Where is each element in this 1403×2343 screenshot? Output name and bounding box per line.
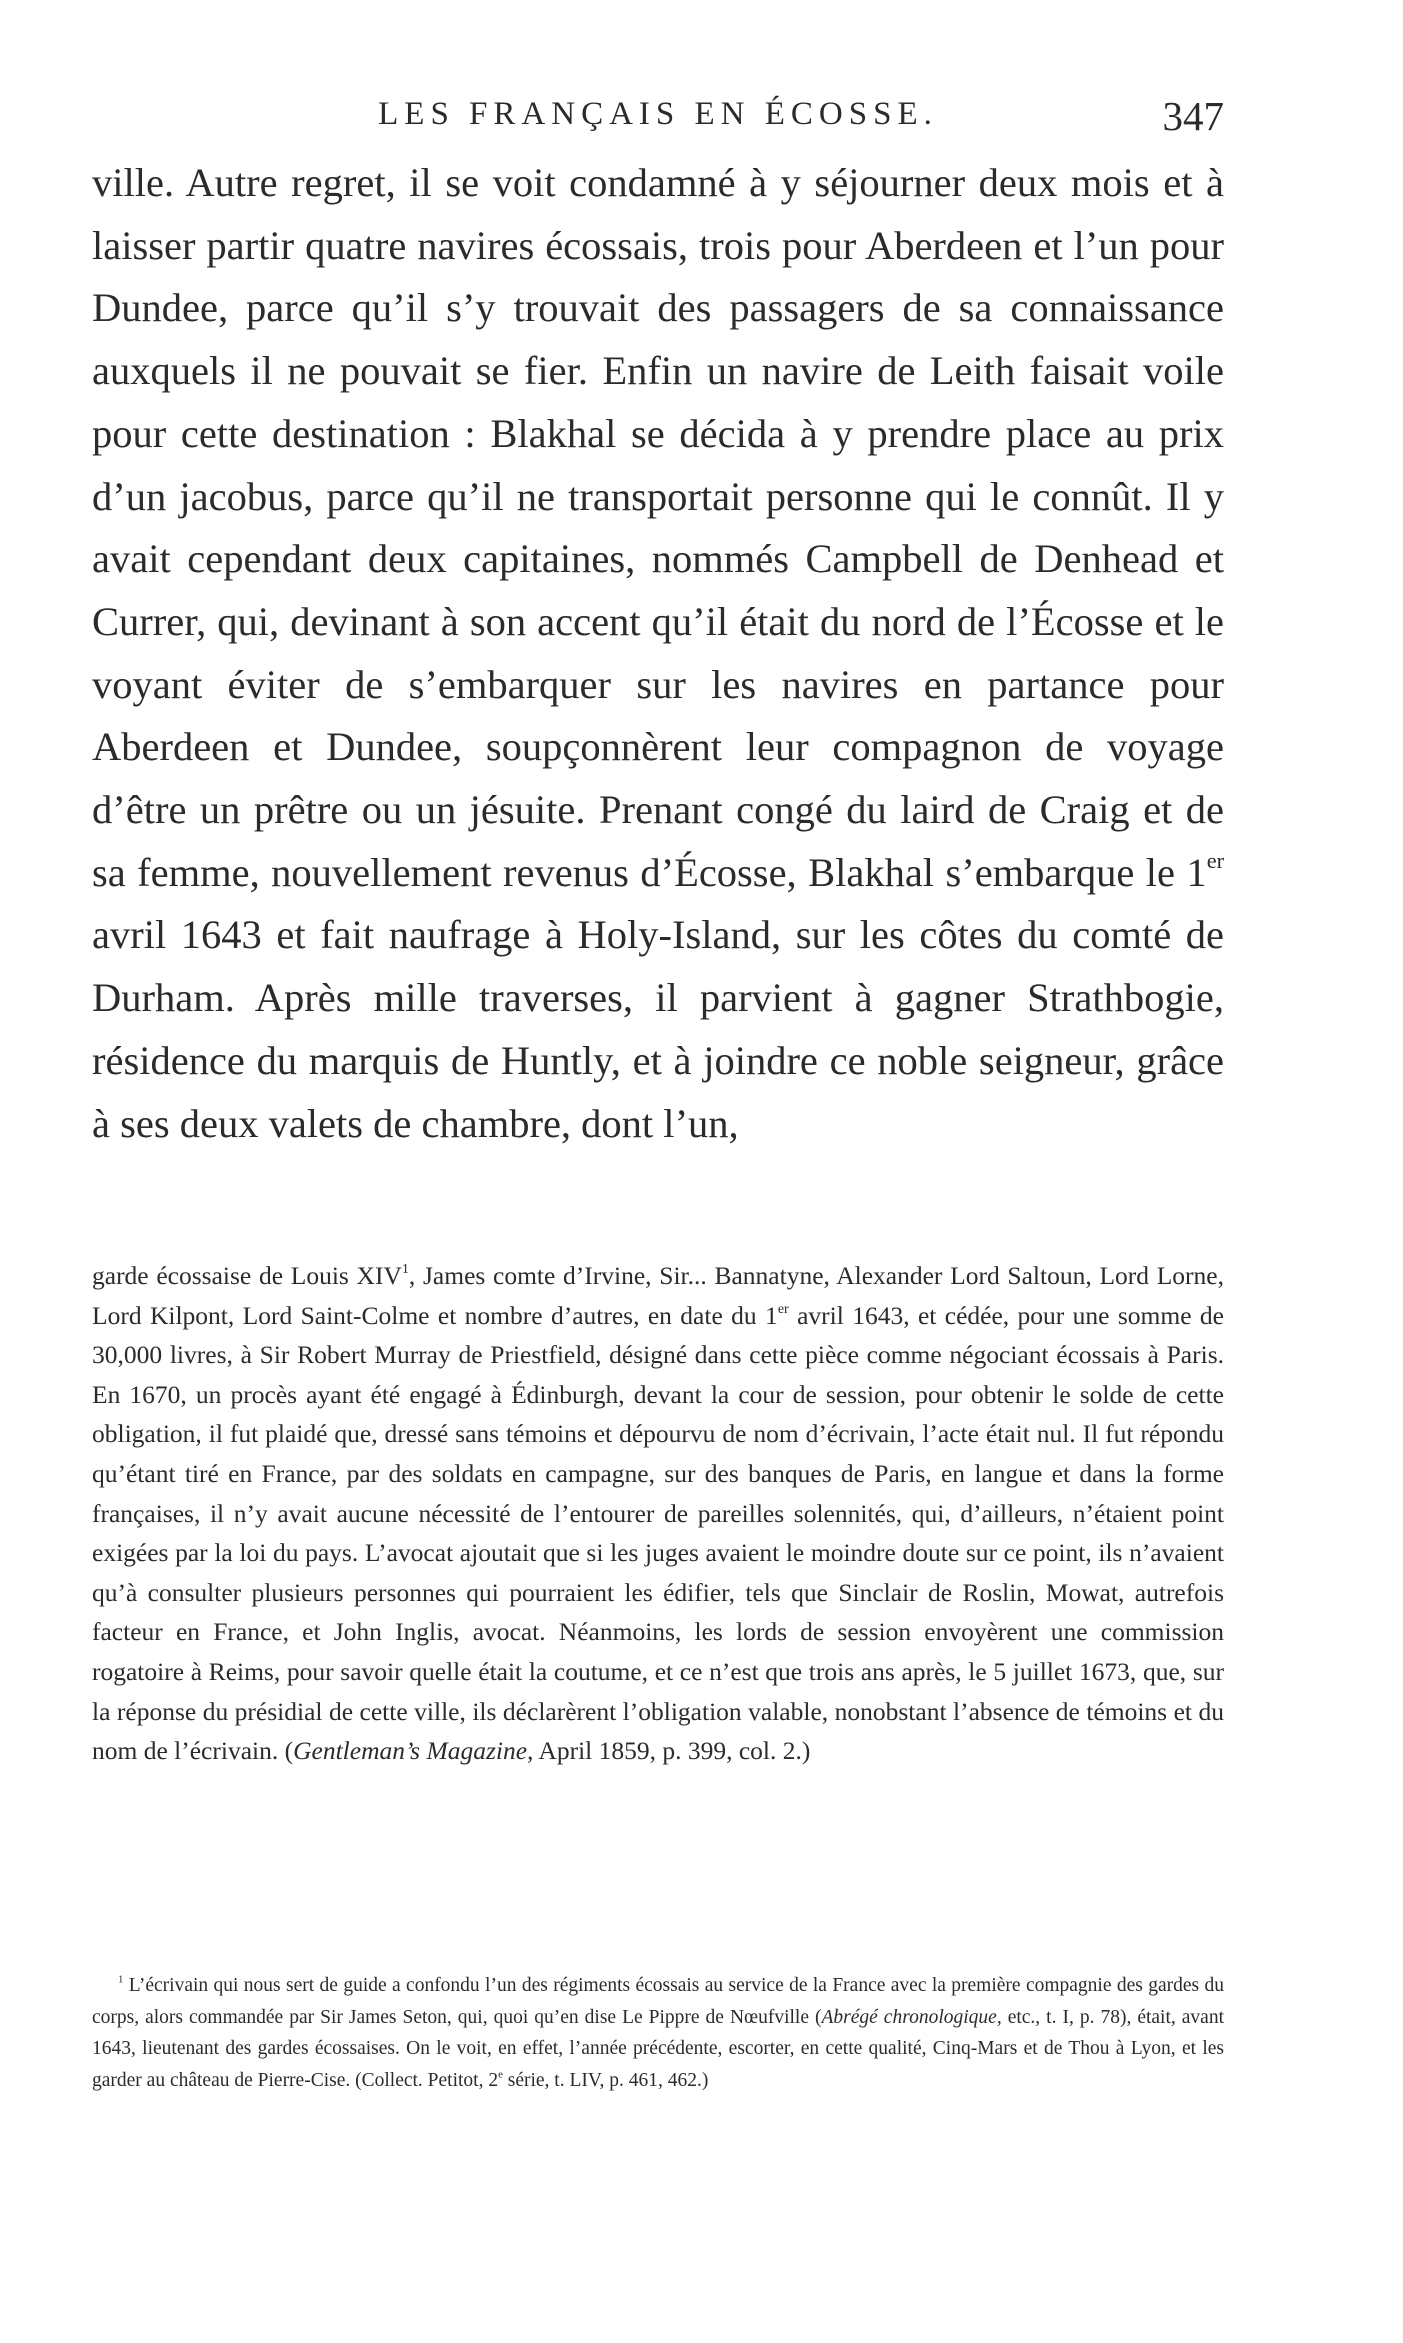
source-title: Gentleman’s Magazine,: [293, 1736, 534, 1766]
footnote-text-c: avril 1643, et cédée, pour une somme de 30,000 livres, à Sir Robert Murray de Priestfield, désigné dans cette pièce comme négociant écossais à Paris. En 1670, un procès ayant été engagé à Édinburgh, devant la cour de session, pour obtenir le solde de cette obligation, il fut plaidé que, dressé sans témoins et dépourvu de nom d’écrivain, l’acte était nul. Il fut répondu qu’étant tiré en France, par des soldats en campagne, sur des banques de Paris, en langue et dans la forme françaises, il n’y avait aucune nécessité de l’entourer de pareilles solennités, qui, d’ailleurs, n’étaient point exigées par la loi du pays. L’avocat ajoutait que si les juges avaient le moindre doute sur ce point, ils n’avaient qu’à consulter plusieurs personnes qui pourraient les édifier, tels que Sinclair de Roslin, Mowat, autrefois facteur en France, et John Inglis, avocat. Néanmoins, les lords de session envoyèrent une commission rogatoire à Reims, pour savoir quelle était la coutume, et ce n’est que trois ans après, le 5 juillet 1673, que, sur la réponse du présidial de cette ville, ils déclarèrent l’obligation valable, nonobstant l’absence de témoins et du nom de l’écrivain. (: [92, 1300, 1224, 1766]
ordinal-superscript: er: [777, 1301, 789, 1317]
main-paragraph: [92, 152, 1224, 1155]
running-title: LES FRANÇAIS EN ÉCOSSE.: [378, 96, 938, 132]
footnote-continued: [92, 1256, 1224, 1771]
footnote-text-b: , James comte d’Irvine, Sir... Bannatyne, Alexander Lord Saltoun, Lord Lorne, Lord Kilpont, Lord Saint-Colme et nombre d’autres, en date du 1: [92, 1261, 1224, 1330]
footnote-1-text-b: etc., t. I, p. 78), était, avant 1643, lieutenant des gardes écossaises. On le voit, en effet, l’année précédente, escorter, en cette qualité, Cinq-Mars et de Thou à Lyon, et les garder au château de Pierre-Cise. (Collect. Petitot, 2: [92, 2006, 1224, 2091]
main-text: [92, 152, 1224, 1155]
page-number: 347: [1162, 93, 1224, 139]
cited-work: Abrégé chronologique,: [821, 2006, 1002, 2028]
running-header: [92, 92, 1224, 146]
ordinal-superscript: e: [498, 2067, 503, 2080]
main-text-part-b: avril 1643 et fait naufrage à Holy-Island, sur les côtes du comté de Durham. Après mille traverses, il parvient à gagner Strathbogie, résidence du marquis de Huntly, et à joindre ce noble seigneur, grâce à ses deux valets de chambre, dont l’un,: [92, 912, 1224, 1146]
footnote-text-a: garde écossaise de Louis XIV: [92, 1261, 402, 1290]
footnote-1-text-c: série, t. LIV, p. 461, 462.): [502, 2069, 709, 2091]
footnote-1-text-a: L’écrivain qui nous sert de guide a confondu l’un des régiments écossais au service de la France avec la première compagnie des gardes du corps, alors commandée par Sir James Seton, qui, quoi qu’en dise Le Pippre de Nœufville (: [92, 1975, 1224, 2028]
footnote-1: [92, 1970, 1224, 2096]
main-text-part-a: ville. Autre regret, il se voit condamné à y séjourner deux mois et à laisser partir quatre navires écossais, trois pour Aberdeen et l’un pour Dundee, parce qu’il s’y trouvait des passagers de sa connaissance auxquels il ne pouvait se fier. Enfin un navire de Leith faisait voile pour cette destination : Blakhal se décida à y prendre place au prix d’un jacobus, parce qu’il ne transportait personne qui le connût. Il y avait cependant deux capitaines, nommés Campbell de Denhead et Currer, qui, devinant à son accent qu’il était du nord de l’Écosse et le voyant éviter de s’embarquer sur les navires en partance pour Aberdeen et Dundee, soupçonnèrent leur compagnon de voyage d’être un prêtre ou un jésuite. Prenant congé du laird de Craig et de sa femme, nouvellement revenus d’Écosse, Blakhal s’embarque le 1: [92, 160, 1224, 895]
footnote-marker: 1: [118, 1973, 124, 1986]
footnote-text-d: April 1859, p. 399, col. 2.): [533, 1736, 811, 1766]
footnote-reference: 1: [401, 1261, 409, 1277]
ordinal-superscript: er: [1206, 847, 1224, 873]
